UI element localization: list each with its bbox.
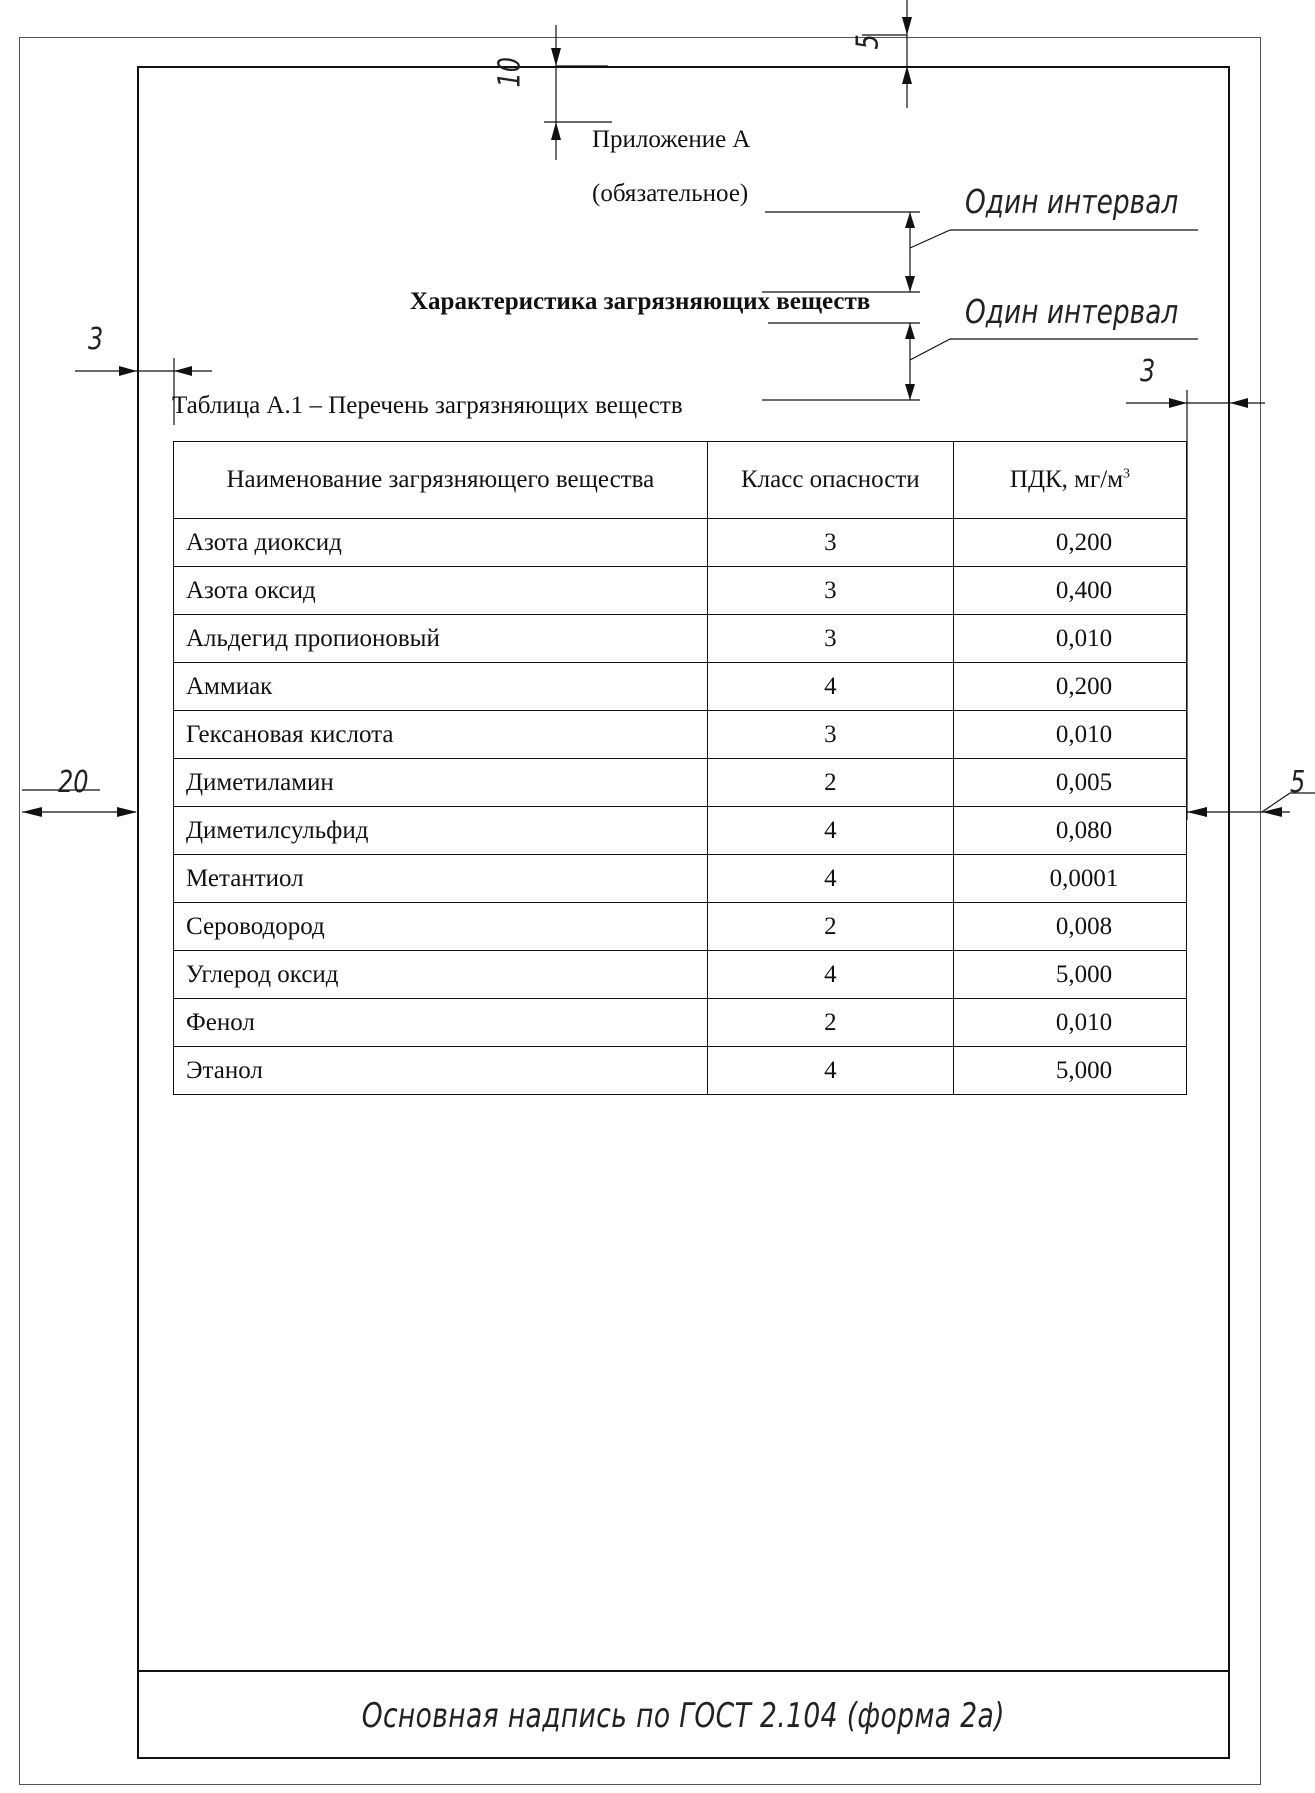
cell-mpc: 0,0001 (953, 855, 1186, 903)
cell-substance: Диметилсульфид (174, 807, 708, 855)
cell-mpc: 0,010 (953, 999, 1186, 1047)
cell-mpc: 0,400 (953, 567, 1186, 615)
cell-mpc: 0,200 (953, 663, 1186, 711)
section-title: Характеристика загрязняющих веществ (410, 288, 871, 315)
dim-label-left-small: 3 (88, 322, 104, 357)
cell-substance: Сероводород (174, 903, 708, 951)
appendix-subtitle: (обязательное) (592, 180, 749, 207)
header-substance: Наименование загрязняющего вещества (174, 442, 708, 519)
header-mpc-label: ПДК, мг/м (1009, 466, 1124, 493)
cell-hazard-class: 2 (707, 903, 953, 951)
cell-mpc: 5,000 (953, 951, 1186, 999)
annotation-interval-1: Один интервал (965, 182, 1179, 221)
cell-hazard-class: 4 (707, 1047, 953, 1095)
cell-substance: Азота диоксид (174, 519, 708, 567)
cell-substance: Диметиламин (174, 759, 708, 807)
dim-label-top-right: 5 (850, 34, 886, 50)
title-block-text: Основная надпись по ГОСТ 2.104 (форма 2а) (361, 1695, 1006, 1736)
cell-substance: Аммиак (174, 663, 708, 711)
dim-label-top: 10 (492, 56, 528, 88)
cell-substance: Углерод оксид (174, 951, 708, 999)
annotation-interval-2: Один интервал (965, 292, 1179, 331)
cell-hazard-class: 4 (707, 663, 953, 711)
table-caption: Таблица А.1 – Перечень загрязняющих веществ (172, 392, 683, 419)
dim-label-left-margin: 20 (58, 765, 89, 800)
cell-mpc: 0,080 (953, 807, 1186, 855)
cell-hazard-class: 3 (707, 615, 953, 663)
cell-substance: Гексановая кислота (174, 711, 708, 759)
dim-label-right-margin: 5 (1290, 765, 1306, 800)
cell-hazard-class: 3 (707, 711, 953, 759)
cell-substance: Фенол (174, 999, 708, 1047)
cell-hazard-class: 2 (707, 759, 953, 807)
cell-mpc: 5,000 (953, 1047, 1186, 1095)
cell-hazard-class: 3 (707, 519, 953, 567)
cell-hazard-class: 4 (707, 951, 953, 999)
dim-label-right-small: 3 (1140, 354, 1156, 389)
cell-hazard-class: 3 (707, 567, 953, 615)
cell-mpc: 0,005 (953, 759, 1186, 807)
cell-mpc: 0,008 (953, 903, 1186, 951)
cell-hazard-class: 4 (707, 855, 953, 903)
appendix-title: Приложение А (592, 126, 751, 153)
header-hazard-class: Класс опасности (707, 442, 953, 519)
cell-substance: Альдегид пропионовый (174, 615, 708, 663)
cell-hazard-class: 2 (707, 999, 953, 1047)
cell-mpc: 0,200 (953, 519, 1186, 567)
cell-hazard-class: 4 (707, 807, 953, 855)
cell-substance: Метантиол (174, 855, 708, 903)
cell-mpc: 0,010 (953, 615, 1186, 663)
header-mpc-exponent: 3 (1123, 466, 1131, 482)
cell-substance: Азота оксид (174, 567, 708, 615)
cell-mpc: 0,010 (953, 711, 1186, 759)
cell-substance: Этанол (174, 1047, 708, 1095)
